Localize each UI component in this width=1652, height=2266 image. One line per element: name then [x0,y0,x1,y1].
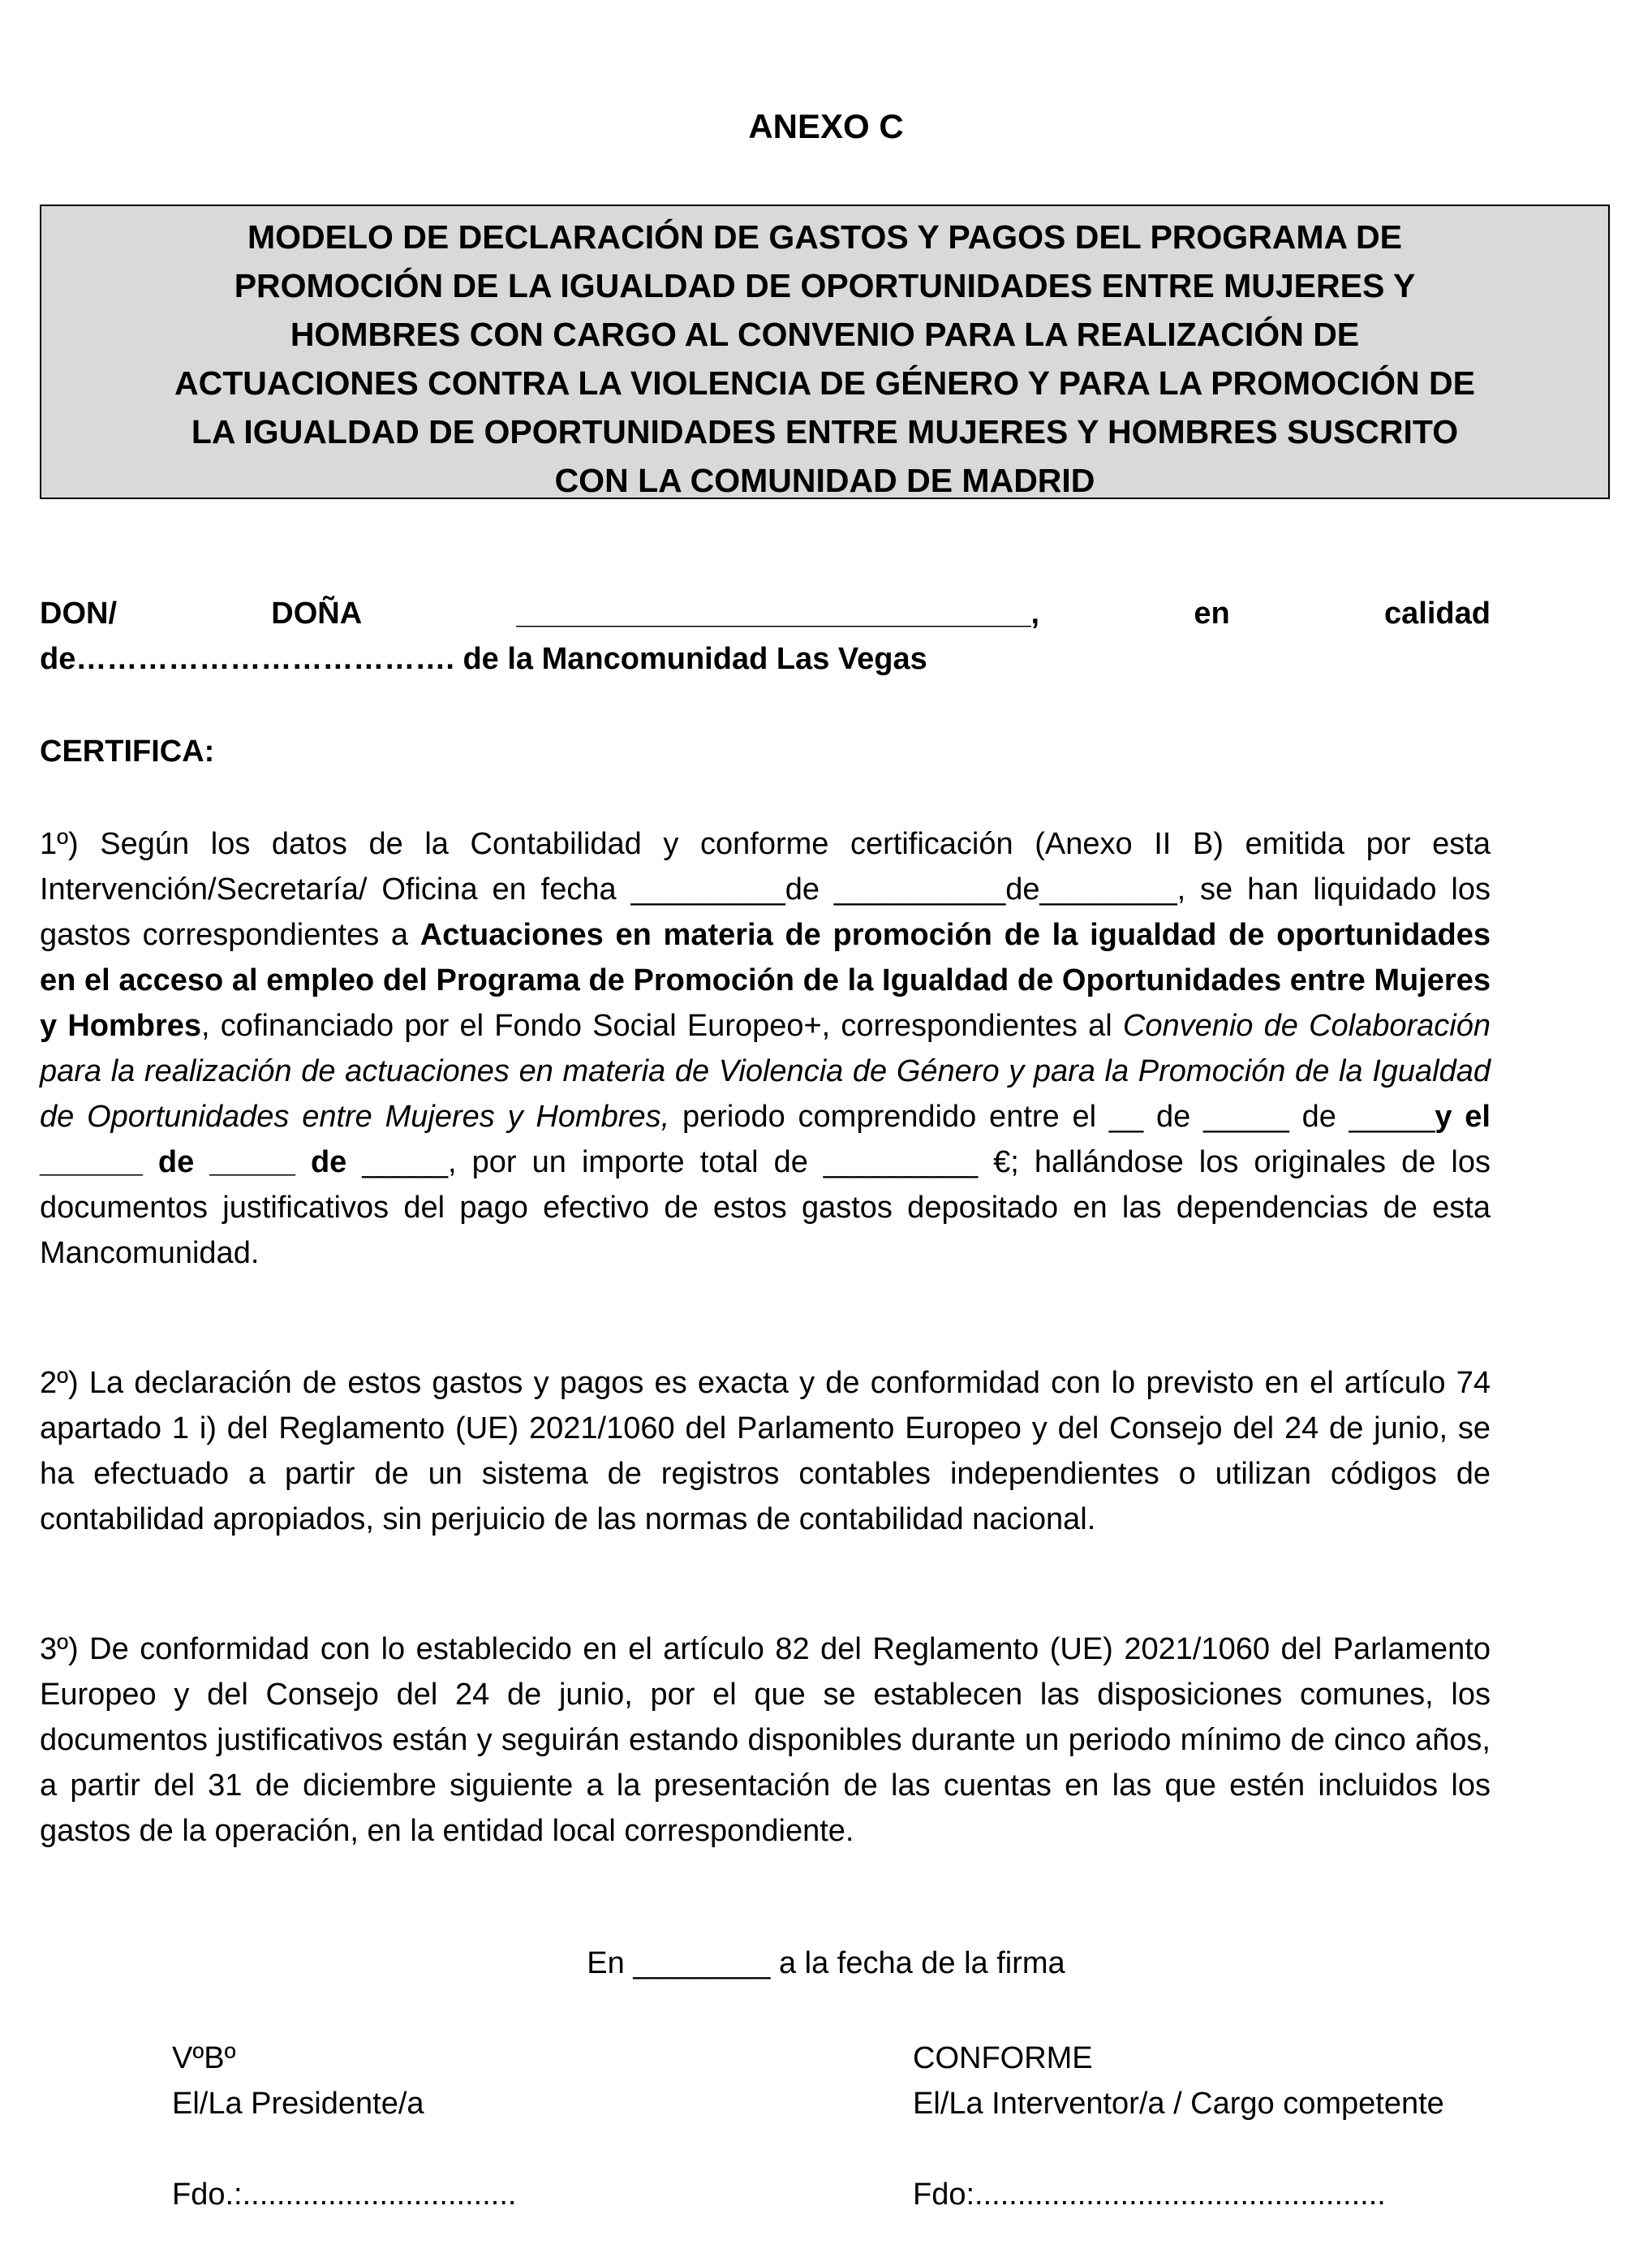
signature-role: El/La Interventor/a / Cargo competente [913,2087,1444,2121]
declarant-word: DOÑA [271,597,363,631]
declarant-name-blank[interactable]: ______________________________, [516,597,1040,631]
paragraph-2 [40,1360,1491,1542]
paragraph-text-segment: Actuaciones en materia de promoción de la igualdad de oportunidades en el acceso al empleo del Programa de Promoción de la Igualdad de Oportunidades entre Mujeres y Hombres [40,918,1491,1043]
paragraph-text-segment: , cofinanciado por el Fondo Social Europeo+, correspondientes al [201,1009,1123,1043]
certifica-heading: CERTIFICA: [40,735,215,769]
declarant-word: DON/ [40,597,117,631]
title-line: PROMOCIÓN DE LA IGUALDAD DE OPORTUNIDADES ENTRE MUJERES Y [234,267,1416,304]
declarant-word: en [1194,597,1230,631]
title-line: HOMBRES CON CARGO AL CONVENIO PARA LA REALIZACIÓN DE [290,316,1360,353]
title-line: MODELO DE DECLARACIÓN DE GASTOS Y PAGOS DEL PROGRAMA DE [247,218,1402,256]
title-line: LA IGUALDAD DE OPORTUNIDADES ENTRE MUJERES Y HOMBRES SUSCRITO [191,413,1459,450]
paragraph-text-segment: _____, por un importe total de _________ €; hallándose los originales de los documentos justificativos del pago efectivo de estos gastos depositado en las dependencias de esta Mancomunidad. [40,1145,1491,1270]
paragraph-text-segment: 2º) La declaración de estos gastos y pagos es exacta y de conformidad con lo previsto en el artículo 74 apartado 1 i) del Reglamento (UE) 2021/1060 del Parlamento Europeo y del Consejo del 24 de junio, se ha efectuado a partir de un sistema de registros contables independientes o utilizan códigos de contabilidad apropiados, sin perjuicio de las normas de contabilidad nacional. [40,1366,1491,1536]
signature-left [172,2036,516,2217]
place-date-line: En ________ a la fecha de la firma [587,1946,1065,1980]
paragraph-text-segment: 3º) De conformidad con lo establecido en el artículo 82 del Reglamento (UE) 2021/1060 del Parlamento Europeo y del Consejo del 24 de junio, por el que se establecen las disposiciones comunes, los documentos justificativos están y seguirán estando disponibles durante un periodo mínimo de cinco años, a partir del 31 de diciembre siguiente a la presentación de las cuentas en las que estén incluidos los gastos de la operación, en la entidad local correspondiente. [40,1632,1491,1848]
paragraph-1 [40,821,1491,1276]
paragraph-text-segment: y el ______ de _____ de [40,1100,1491,1179]
annex-heading: ANEXO C [748,107,904,145]
title-line: CON LA COMUNIDAD DE MADRID [554,462,1095,499]
paragraph-text-segment: 1º) Según los datos de la Contabilidad y conforme certificación (Anexo II B) emitida por esta Intervención/Secretaría/ Oficina en fecha _________de __________de________, se han liquidado los gastos correspondientes a [40,827,1491,952]
signature-role: El/La Presidente/a [172,2087,424,2121]
title-line: ACTUACIONES CONTRA LA VIOLENCIA DE GÉNERO Y PARA LA PROMOCIÓN DE [174,364,1475,402]
signature-heading: VºBº [172,2041,236,2075]
paragraph-3 [40,1626,1491,1854]
signature-line[interactable]: Fdo:................................................ [913,2178,1386,2212]
document-title-box [40,205,1610,499]
declarant-role-line: de………………………………. de la Mancomunidad Las Vegas [40,642,927,676]
declarant-word: calidad [1384,597,1491,631]
signature-line[interactable]: Fdo.:................................ [172,2178,517,2212]
paragraph-text-segment: periodo comprendido entre el __ de _____ de _____ [669,1100,1435,1134]
paragraph-text-segment: Convenio de Colaboración para la realización de actuaciones en materia de Violencia de Género y para la Promoción de la Igualdad de Oportunidades entre Mujeres y Hombres, [40,1009,1491,1134]
signature-heading: CONFORME [913,2041,1093,2075]
declarant-block [40,591,1491,682]
signature-right [913,2036,1444,2217]
